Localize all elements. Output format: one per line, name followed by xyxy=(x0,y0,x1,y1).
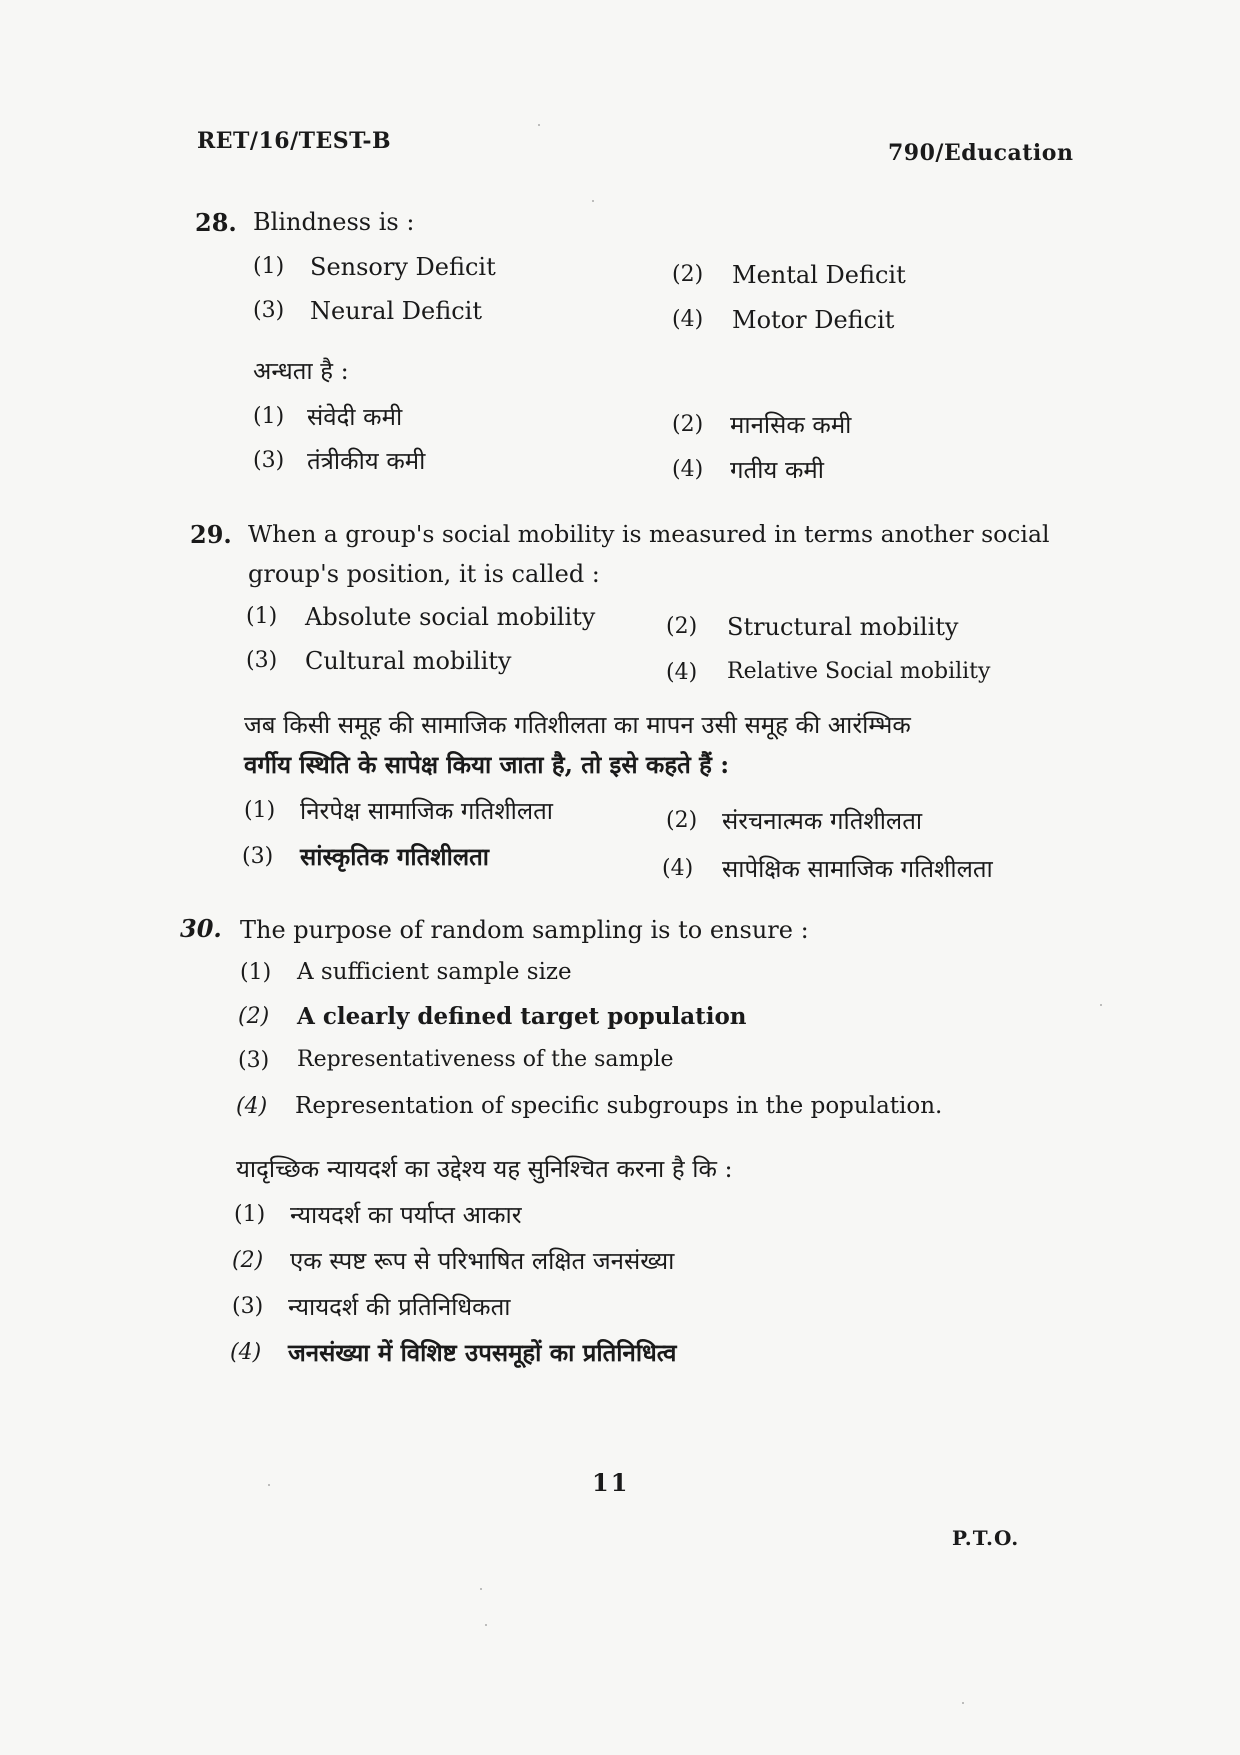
option-number: (2) xyxy=(666,614,698,639)
option-number: (2) xyxy=(666,808,698,833)
option-text: Neural Deficit xyxy=(310,297,482,325)
option-number: (3) xyxy=(232,1294,264,1319)
option-text: न्यायदर्श की प्रतिनिधिकता xyxy=(288,1293,511,1321)
option-text: Absolute social mobility xyxy=(305,603,596,631)
scan-speck xyxy=(962,1702,964,1704)
option-text: Mental Deficit xyxy=(732,261,906,289)
option-text: संवेदी कमी xyxy=(307,403,403,431)
option-number: (1) xyxy=(244,798,276,823)
question-text-en: When a group's social mobility is measured in terms another social xyxy=(248,520,1050,548)
scan-speck xyxy=(1100,1004,1102,1006)
pto-label: P.T.O. xyxy=(952,1526,1020,1550)
header-code: RET/16/TEST-B xyxy=(197,128,392,154)
question-text-hi: जब किसी समूह की सामाजिक गतिशीलता का मापन उसी समूह की आरंम्भिक xyxy=(244,711,911,739)
question-text-hi: अन्धता है : xyxy=(253,357,349,385)
option-text: Relative Social mobility xyxy=(727,659,991,684)
question-text-en: Blindness is : xyxy=(253,208,415,236)
option-number: (2) xyxy=(672,262,704,287)
header-subject: 790/Education xyxy=(888,140,1074,166)
question-number: 28. xyxy=(195,208,237,237)
question-text-hi: यादृच्छिक न्यायदर्श का उद्देश्य यह सुनिश्चित करना है कि : xyxy=(236,1155,733,1183)
option-number: (3) xyxy=(246,648,278,673)
option-text: निरपेक्ष सामाजिक गतिशीलता xyxy=(300,797,554,825)
option-text: एक स्पष्ट रूप से परिभाषित लक्षित जनसंख्या xyxy=(290,1247,675,1275)
scan-speck xyxy=(538,124,540,126)
option-number: (3) xyxy=(238,1048,270,1073)
option-text: Sensory Deficit xyxy=(310,253,496,281)
option-text: Motor Deficit xyxy=(732,306,895,334)
option-text: संरचनात्मक गतिशीलता xyxy=(722,807,923,835)
scan-speck xyxy=(480,1588,482,1590)
option-number: (2) xyxy=(238,1004,270,1029)
question-number: 30. xyxy=(180,914,222,943)
question-text-en: The purpose of random sampling is to ensure : xyxy=(240,916,809,944)
option-number: (1) xyxy=(253,254,285,279)
option-number: (4) xyxy=(672,307,704,332)
option-number: (4) xyxy=(230,1340,262,1365)
option-number: (1) xyxy=(246,604,278,629)
option-number: (1) xyxy=(234,1202,266,1227)
option-text: न्यायदर्श का पर्याप्त आकार xyxy=(290,1201,522,1229)
option-text: Representation of specific subgroups in the population. xyxy=(295,1093,943,1119)
option-text: जनसंख्या में विशिष्ट उपसमूहों का प्रतिनिधित्व xyxy=(288,1338,677,1367)
option-text: A sufficient sample size xyxy=(297,959,572,985)
scan-speck xyxy=(592,200,594,202)
scan-speck xyxy=(485,1624,487,1626)
option-number: (3) xyxy=(253,448,285,473)
option-text: तंत्रीकीय कमी xyxy=(307,447,426,475)
option-number: (2) xyxy=(232,1248,264,1273)
page-number: 11 xyxy=(592,1468,630,1497)
scan-speck xyxy=(268,1484,270,1486)
option-number: (4) xyxy=(672,457,704,482)
option-number: (2) xyxy=(672,412,704,437)
option-text: मानसिक कमी xyxy=(730,411,852,439)
option-number: (3) xyxy=(253,298,285,323)
question-text-hi: वर्गीय स्थिति के सापेक्ष किया जाता है, तो इसे कहते हैं : xyxy=(244,750,730,779)
option-text: Representativeness of the sample xyxy=(297,1047,674,1072)
option-text: Cultural mobility xyxy=(305,647,512,675)
option-number: (1) xyxy=(240,960,272,985)
option-text: सापेक्षिक सामाजिक गतिशीलता xyxy=(722,855,993,883)
question-text-en: group's position, it is called : xyxy=(248,560,600,588)
option-number: (4) xyxy=(666,660,698,685)
option-number: (4) xyxy=(662,856,694,881)
question-number: 29. xyxy=(190,520,232,549)
option-text: Structural mobility xyxy=(727,613,959,641)
option-text: सांस्कृतिक गतिशीलता xyxy=(300,842,490,871)
option-text: गतीय कमी xyxy=(730,456,824,484)
option-text: A clearly defined target population xyxy=(297,1003,747,1030)
option-number: (4) xyxy=(236,1094,268,1119)
option-number: (1) xyxy=(253,404,285,429)
option-number: (3) xyxy=(242,844,274,869)
